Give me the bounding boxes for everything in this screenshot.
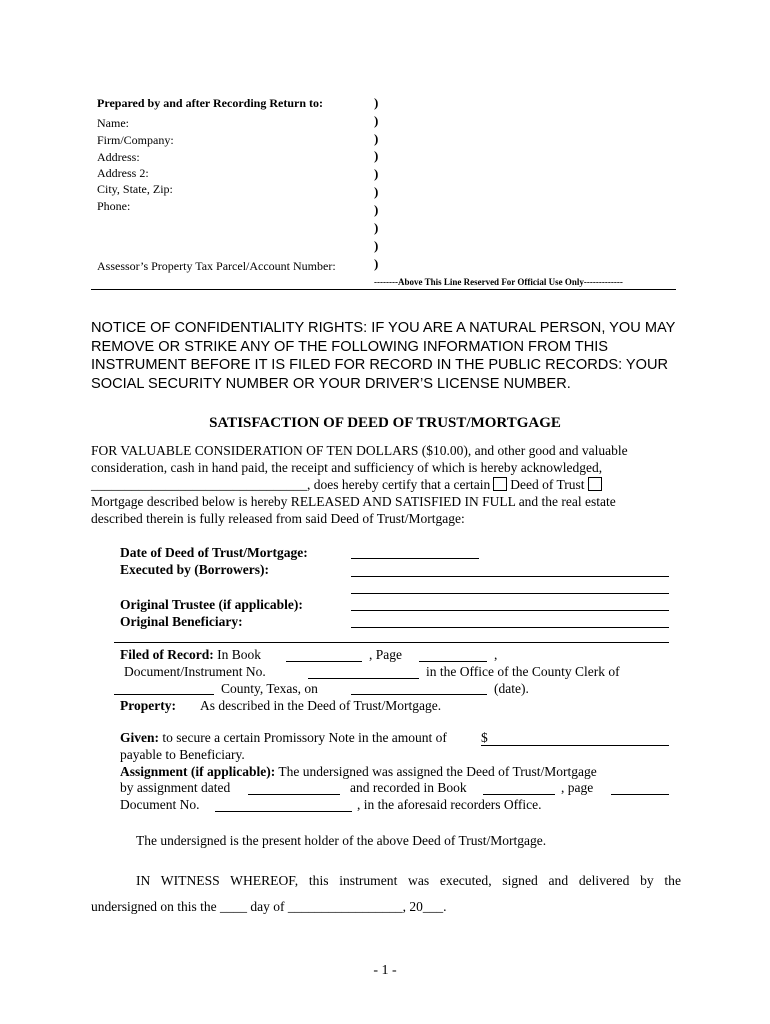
certify-text: , does hereby certify that a certain [307, 477, 491, 492]
consideration-line-3 [91, 477, 605, 493]
consideration-line-2: consideration, cash in hand paid, the receipt and sufficiency of which is hereby acknowledged, [91, 460, 603, 475]
property-label: Property: [120, 698, 176, 713]
by-assignment-text: by assignment dated [120, 780, 231, 795]
document-instrument-label: Document/Instrument No. [124, 664, 266, 679]
assignment-label: Assignment (if applicable): [120, 764, 276, 779]
instrument-number-field[interactable] [308, 678, 419, 679]
phone-label: Phone: [97, 199, 131, 213]
page-text: , Page [369, 647, 402, 662]
city-state-zip-label: City, State, Zip: [97, 182, 173, 196]
name-label: Name: [97, 116, 129, 130]
bracket-paren: ) [374, 184, 379, 199]
page-number: - 1 - [373, 963, 397, 978]
assignment-document-field[interactable] [215, 811, 352, 812]
consideration-line-5: described therein is fully released from said Deed of Trust/Mortgage: [91, 511, 465, 526]
bracket-paren: ) [374, 148, 379, 163]
consideration-line-1: FOR VALUABLE CONSIDERATION OF TEN DOLLARS ($10.00), and other good and valuable [91, 443, 628, 458]
comma-text: , [494, 647, 498, 662]
recorded-in-text: and recorded in Book [350, 780, 467, 795]
witness-line-2: undersigned on this the ____ day of _________________, 20___. [91, 899, 447, 914]
consideration-line-4: Mortgage described below is hereby RELEASED AND SATISFIED IN FULL and the real estate [91, 494, 616, 509]
executed-by-label: Executed by (Borrowers): [120, 562, 269, 577]
prepared-by-label: Prepared by and after Recording Return to: [97, 96, 323, 110]
parcel-number-label: Assessor’s Property Tax Parcel/Account Number: [97, 259, 336, 273]
given-text: to secure a certain Promissory Note in the amount of [162, 730, 447, 745]
assignment-date-field[interactable] [248, 794, 340, 795]
mortgage-checkbox[interactable] [588, 477, 602, 491]
trustee-field[interactable] [351, 610, 669, 611]
property-line [120, 698, 176, 714]
assignment-page-field[interactable] [611, 794, 669, 795]
beneficiary-field[interactable] [351, 627, 669, 628]
county-texas-text: County, Texas, on [221, 681, 318, 696]
in-book-text: In Book [217, 647, 261, 662]
original-trustee-label: Original Trustee (if applicable): [120, 597, 303, 612]
assignment-line [120, 764, 597, 780]
bracket-paren: ) [374, 131, 379, 146]
bracket-paren: ) [374, 238, 379, 253]
county-clerk-text: in the Office of the County Clerk of [426, 664, 620, 679]
deed-of-trust-checkbox[interactable] [493, 477, 507, 491]
firm-label: Firm/Company: [97, 133, 174, 147]
original-beneficiary-label: Original Beneficiary: [120, 614, 243, 629]
reserved-divider [91, 289, 676, 290]
book-field[interactable] [286, 661, 362, 662]
assignment-text: The undersigned was assigned the Deed of Trust/Mortgage [278, 764, 597, 779]
bracket-paren: ) [374, 166, 379, 181]
given-label: Given: [120, 730, 159, 745]
bracket-paren: ) [374, 256, 379, 271]
address2-label: Address 2: [97, 166, 149, 180]
bracket-paren: ) [374, 113, 379, 128]
county-field[interactable] [114, 694, 214, 695]
bracket-paren: ) [374, 95, 379, 110]
date-of-deed-field[interactable] [351, 558, 479, 559]
page2-text: , page [561, 780, 594, 795]
address-label: Address: [97, 150, 140, 164]
date-of-deed-label: Date of Deed of Trust/Mortgage: [120, 545, 308, 560]
dollar-sign: $ [481, 730, 488, 745]
deed-of-trust-option: Deed of Trust [510, 477, 585, 492]
filed-of-record-label: Filed of Record: [120, 647, 214, 662]
reserved-line-text: --------Above This Line Reserved For Official Use Only------------- [374, 277, 623, 287]
bracket-paren: ) [374, 202, 379, 217]
property-text: As described in the Deed of Trust/Mortgage. [200, 698, 442, 713]
borrowers-field-2[interactable] [351, 593, 669, 594]
payable-text: payable to Beneficiary. [120, 747, 245, 762]
beneficiary-field-2[interactable] [114, 642, 669, 643]
present-holder-statement: The undersigned is the present holder of the above Deed of Trust/Mortgage. [136, 833, 547, 848]
grantor-blank[interactable]: ________________________________ [91, 477, 307, 492]
page-field[interactable] [419, 661, 487, 662]
document-title: SATISFACTION OF DEED OF TRUST/MORTGAGE [209, 415, 561, 431]
recorders-text: , in the aforesaid recorders Office. [357, 797, 542, 812]
record-date-field[interactable] [351, 694, 487, 695]
assignment-book-field[interactable] [483, 794, 555, 795]
note-amount-field[interactable] [481, 745, 669, 746]
witness-line-1: IN WITNESS WHEREOF, this instrument was executed, signed and delivered by the [136, 873, 681, 888]
given-line [120, 730, 447, 746]
bracket-paren: ) [374, 220, 379, 235]
document-no-text: Document No. [120, 797, 200, 812]
filed-of-record-line [120, 647, 261, 663]
confidentiality-notice: NOTICE OF CONFIDENTIALITY RIGHTS: IF YOU ARE A NATURAL PERSON, YOU MAY REMOVE OR STRIKE ANY OF THE FOLLOWING INFORMATION FROM THIS INSTRUMENT BEFORE IT IS FILED FOR RECORD IN THE PUBLIC RECORDS: YOUR SOCIAL SECURITY NUMBER OR YOUR DRIVER’S LICENSE NUMBER. [91, 320, 676, 392]
borrowers-field[interactable] [351, 576, 669, 577]
date-paren-text: (date). [494, 681, 529, 696]
